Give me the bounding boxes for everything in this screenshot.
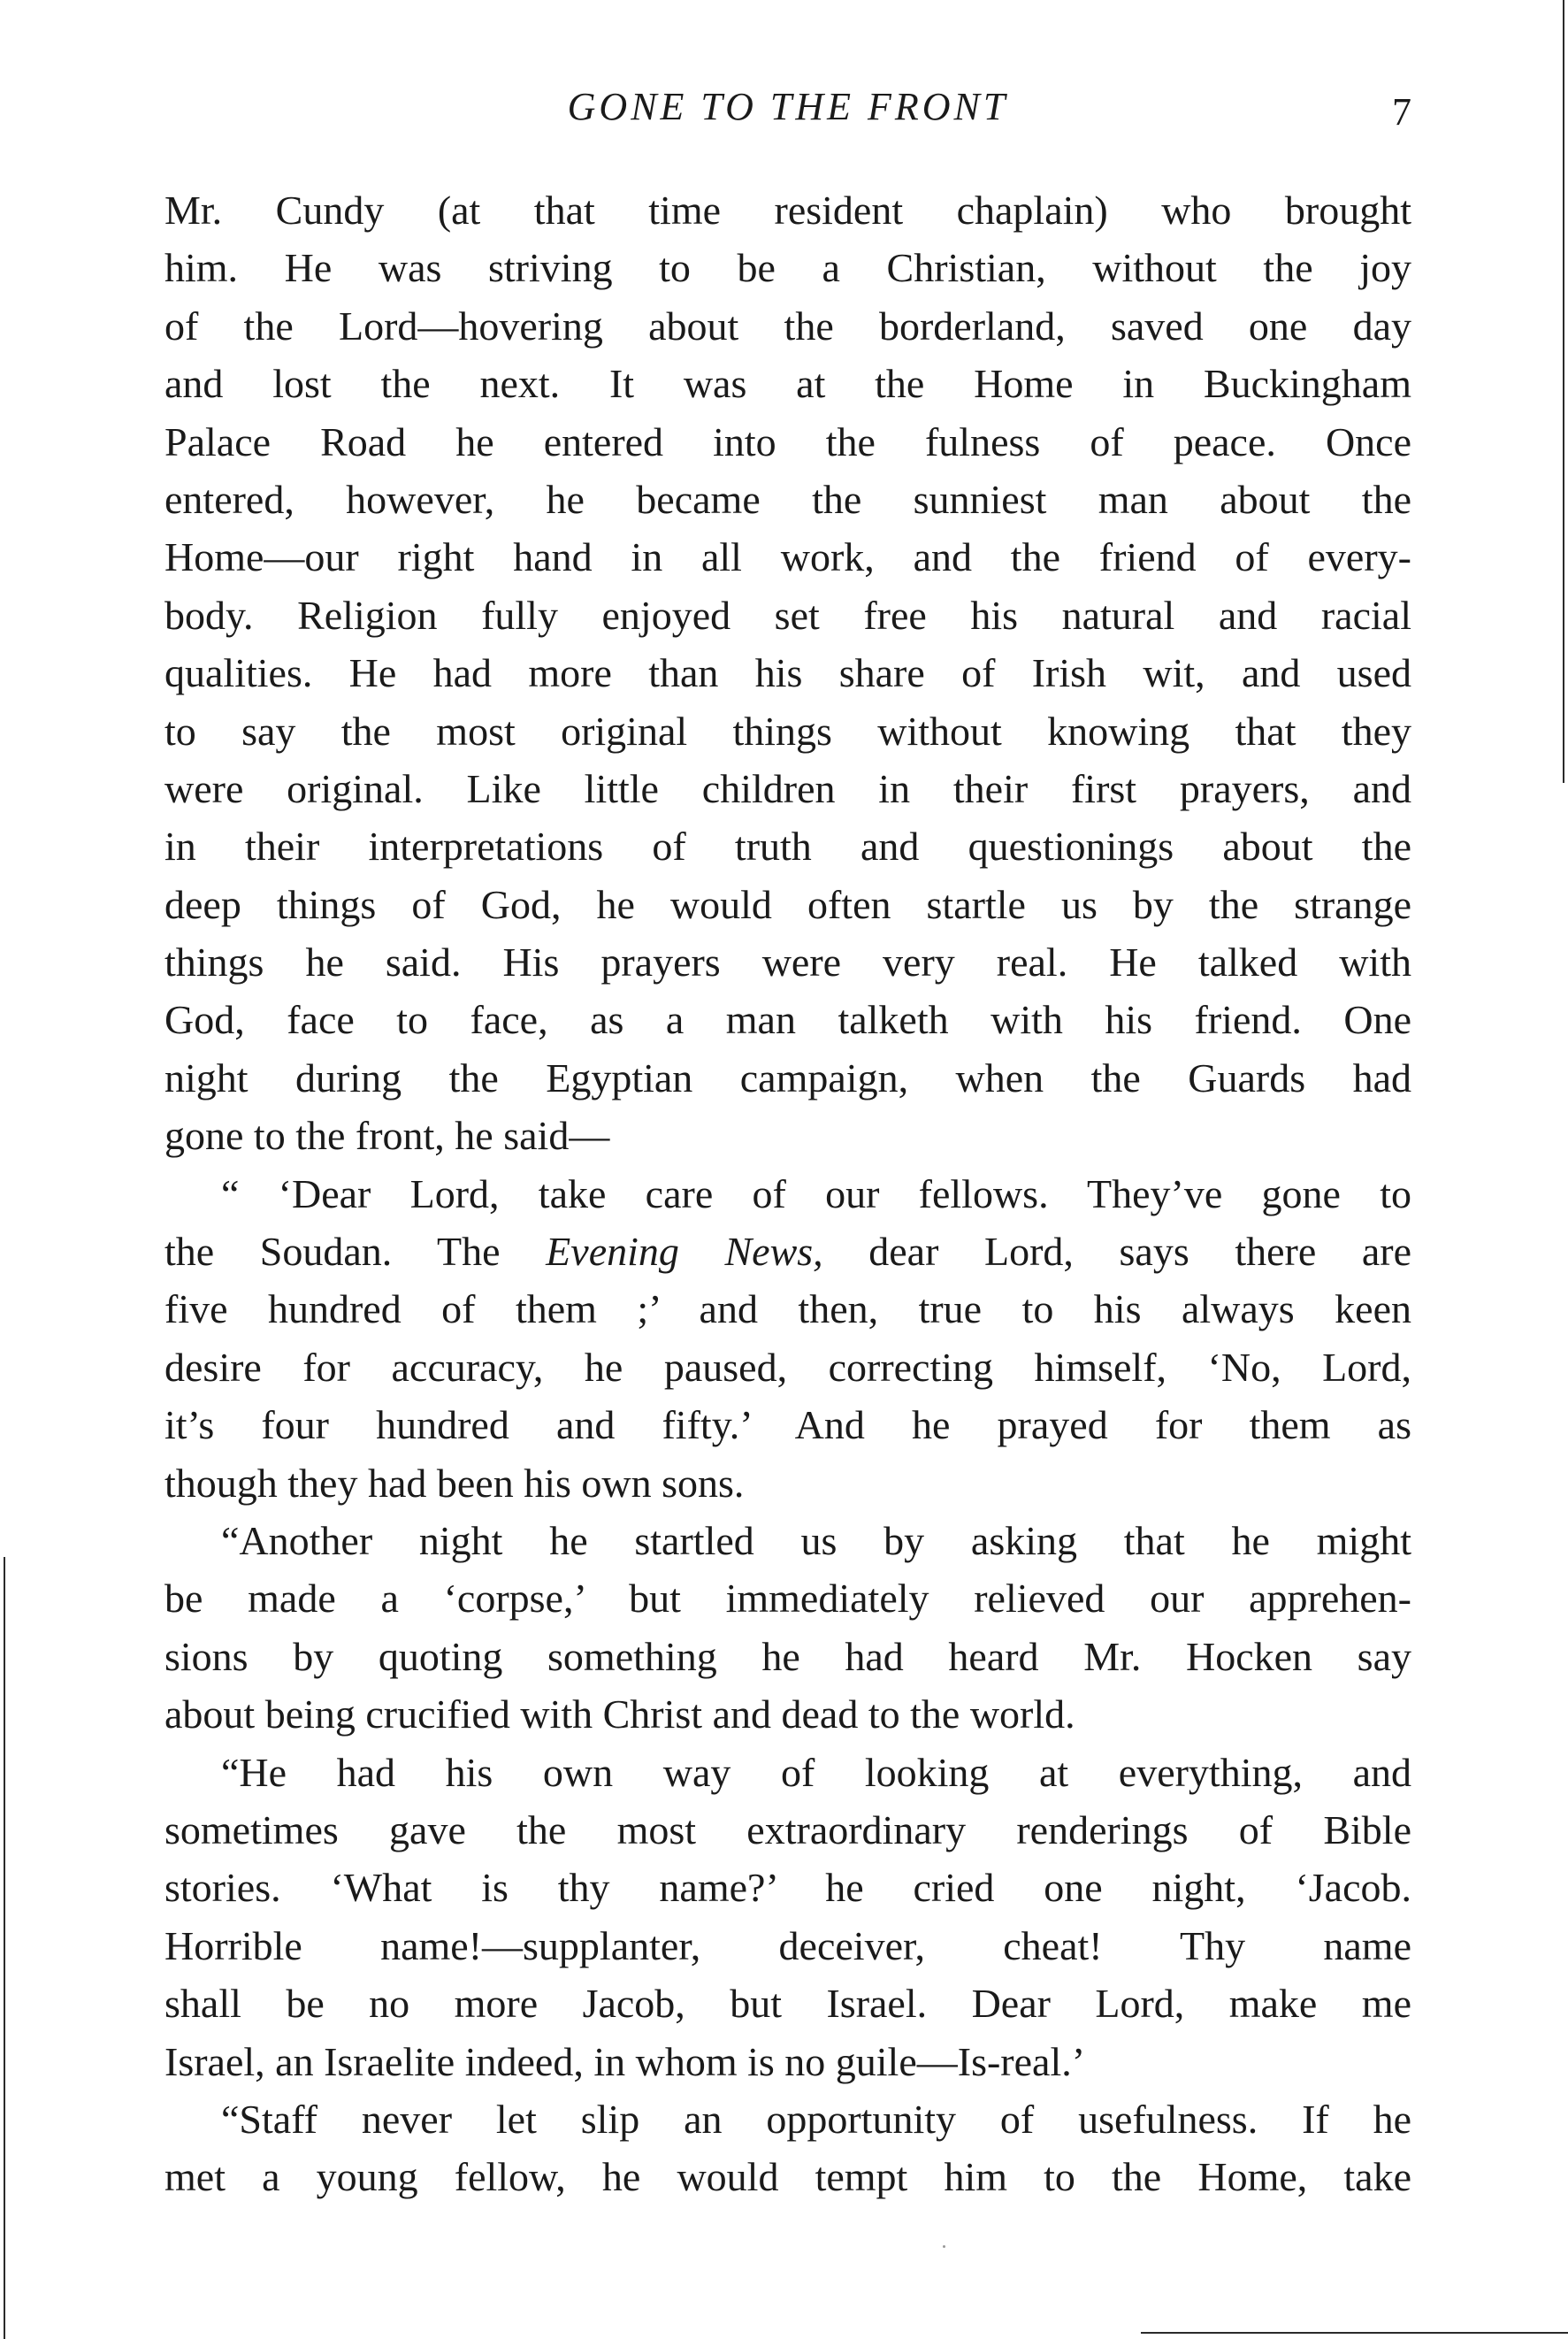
scan-edge-left bbox=[4, 1557, 5, 2339]
running-title: GONE TO THE FRONT bbox=[567, 85, 1009, 128]
text-line: in their interpretations of truth and questionings about the bbox=[164, 824, 1411, 870]
running-head bbox=[164, 84, 1411, 137]
text-line: were original. Like little children in their first prayers, and bbox=[164, 765, 1411, 811]
scan-edge-right bbox=[1563, 0, 1564, 783]
text-line: things he said. His prayers were very real. He talked with bbox=[164, 939, 1411, 985]
text-line: and lost the next. It was at the Home in Buckingham bbox=[164, 361, 1411, 407]
text-line: met a young fellow, he would tempt him to the Home, take bbox=[164, 2154, 1411, 2200]
text-line: gone to the front, he said— bbox=[164, 1113, 610, 1159]
text-line: sions by quoting something he had heard Mr. Hocken say bbox=[164, 1633, 1411, 1679]
text-line: Palace Road he entered into the fulness of peace. Once bbox=[164, 418, 1411, 464]
text-line: stories. ‘What is thy name?’ he cried one night, ‘Jacob. bbox=[164, 1865, 1411, 1911]
text-line: “He had his own way of looking at everything, and bbox=[221, 1749, 1411, 1795]
text-line: Home—our right hand in all work, and the friend of every- bbox=[164, 534, 1411, 580]
text-line: though they had been his own sons. bbox=[164, 1460, 745, 1506]
text-line: “ ‘Dear Lord, take care of our fellows. They’ve gone to bbox=[221, 1170, 1411, 1216]
scan-edge-bottom bbox=[1141, 2332, 1568, 2334]
text-line: qualities. He had more than his share of Irish wit, and used bbox=[164, 650, 1411, 696]
text-line: shall be no more Jacob, but Israel. Dear Lord, make me bbox=[164, 1981, 1411, 2027]
text-line: entered, however, he became the sunniest man about the bbox=[164, 476, 1411, 522]
text-line: desire for accuracy, he paused, correcting himself, ‘No, Lord, bbox=[164, 1344, 1411, 1390]
text-segment: dear Lord, says there are bbox=[822, 1229, 1412, 1275]
text-line: him. He was striving to be a Christian, without the joy bbox=[164, 245, 1411, 291]
text-line: Israel, an Israelite indeed, in whom is no guile—Is-real.’ bbox=[164, 2038, 1086, 2084]
text-line-with-italic bbox=[164, 1223, 1411, 1280]
scan-speck bbox=[943, 2245, 945, 2248]
text-line: body. Religion fully enjoyed set free his natural and racial bbox=[164, 592, 1411, 638]
text-segment: the Soudan. The bbox=[164, 1229, 547, 1275]
text-line: Horrible name!—supplanter, deceiver, cheat! Thy name bbox=[164, 1922, 1411, 1968]
text-line: sometimes gave the most extraordinary renderings of Bible bbox=[164, 1806, 1411, 1852]
italic-title-evening-news: Evening News, bbox=[546, 1229, 823, 1275]
text-line: be made a ‘corpse,’ but immediately relieved our apprehen- bbox=[164, 1576, 1411, 1622]
text-line: “Staff never let slip an opportunity of usefulness. If he bbox=[221, 2096, 1411, 2142]
text-line: it’s four hundred and fifty.’ And he prayed for them as bbox=[164, 1402, 1411, 1448]
text-line: God, face to face, as a man talketh with his friend. One bbox=[164, 997, 1411, 1043]
page-number: 7 bbox=[1392, 90, 1411, 134]
text-line: of the Lord—hovering about the borderland, saved one day bbox=[164, 303, 1411, 349]
body-text bbox=[164, 181, 1411, 2206]
text-line: to say the most original things without knowing that they bbox=[164, 708, 1411, 754]
text-line: five hundred of them ;’ and then, true to his always keen bbox=[164, 1286, 1411, 1332]
text-line: Mr. Cundy (at that time resident chaplain) who brought bbox=[164, 188, 1411, 233]
text-line: night during the Egyptian campaign, when the Guards had bbox=[164, 1054, 1411, 1100]
text-line: deep things of God, he would often startle us by the strange bbox=[164, 881, 1411, 927]
text-line: about being crucified with Christ and dead to the world. bbox=[164, 1691, 1075, 1737]
text-line: “Another night he startled us by asking that he might bbox=[221, 1517, 1411, 1563]
